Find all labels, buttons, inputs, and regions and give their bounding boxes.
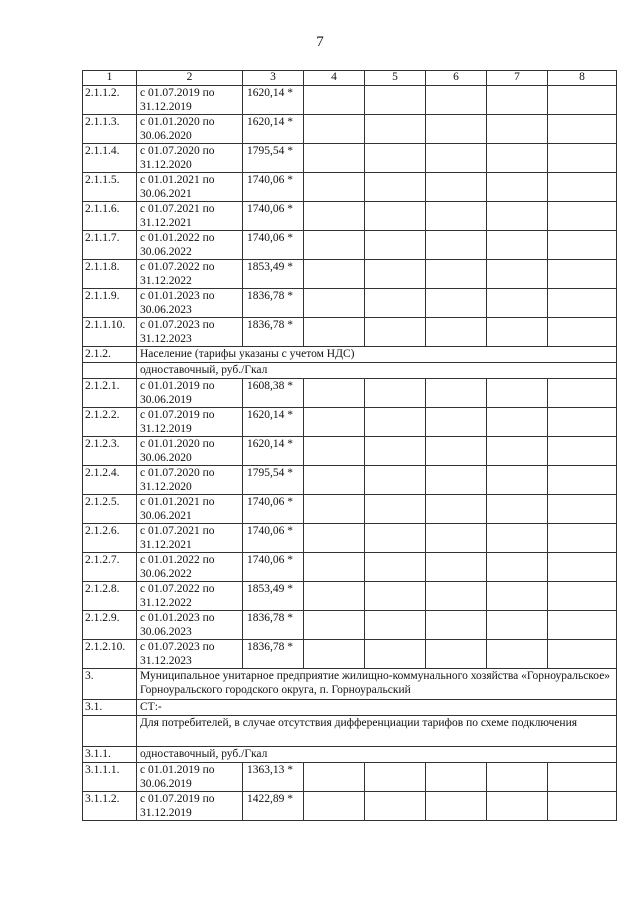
period-to: 31.12.2021 [140, 217, 192, 229]
row-code: 2.1.2.5. [83, 495, 137, 524]
empty-cell [548, 408, 617, 437]
empty-cell [487, 524, 548, 553]
empty-cell [304, 318, 365, 347]
empty-cell [304, 86, 365, 115]
period-to: 31.12.2021 [140, 539, 192, 551]
table-row [83, 437, 617, 466]
empty-cell [365, 86, 426, 115]
section-text: одноставочный, руб./Гкал [137, 363, 617, 379]
tariff-value: 1620,14 * [243, 437, 304, 466]
tariff-value: 1740,06 * [243, 524, 304, 553]
empty-cell [548, 379, 617, 408]
empty-cell [426, 289, 487, 318]
row-code: 2.1.2.10. [83, 640, 137, 669]
row-code: 3.1. [83, 700, 137, 716]
period-cell [137, 640, 243, 669]
empty-cell [548, 318, 617, 347]
row-code: 2.1.2.4. [83, 466, 137, 495]
table-row [83, 318, 617, 347]
row-code: 2.1.2.9. [83, 611, 137, 640]
period-to: 30.06.2023 [140, 626, 192, 638]
empty-cell [365, 495, 426, 524]
section-row [83, 747, 617, 763]
page-number: 7 [316, 34, 324, 50]
empty-cell [548, 611, 617, 640]
tariff-value: 1422,89 * [243, 792, 304, 821]
empty-cell [548, 202, 617, 231]
column-header: 4 [304, 71, 365, 86]
tariff-value: 1740,06 * [243, 495, 304, 524]
empty-cell [548, 260, 617, 289]
empty-cell [426, 582, 487, 611]
empty-cell [365, 379, 426, 408]
empty-cell [365, 289, 426, 318]
empty-cell [365, 115, 426, 144]
row-code: 2.1.1.6. [83, 202, 137, 231]
section-row [83, 347, 617, 363]
period-to: 30.06.2019 [140, 778, 192, 790]
empty-cell [426, 202, 487, 231]
period-cell [137, 202, 243, 231]
row-code: 2.1.2.2. [83, 408, 137, 437]
row-code: 2.1.2.6. [83, 524, 137, 553]
column-header: 3 [243, 71, 304, 86]
tariff-value: 1836,78 * [243, 318, 304, 347]
period-cell [137, 173, 243, 202]
empty-cell [365, 408, 426, 437]
tariff-value: 1363,13 * [243, 763, 304, 792]
period-cell [137, 582, 243, 611]
table-row [83, 231, 617, 260]
empty-cell [548, 466, 617, 495]
empty-cell [426, 792, 487, 821]
period-to: 31.12.2023 [140, 655, 192, 667]
empty-cell [426, 231, 487, 260]
empty-cell [548, 289, 617, 318]
row-code: 3.1.1. [83, 747, 137, 763]
table-row [83, 408, 617, 437]
empty-cell [304, 408, 365, 437]
tariff-value: 1853,49 * [243, 582, 304, 611]
empty-cell [426, 115, 487, 144]
empty-cell [548, 115, 617, 144]
table-row [83, 144, 617, 173]
empty-cell [487, 763, 548, 792]
table-body [83, 71, 617, 821]
empty-cell [426, 640, 487, 669]
period-from: с 01.01.2023 по [140, 290, 215, 302]
empty-cell [304, 611, 365, 640]
period-from: с 01.07.2020 по [140, 145, 215, 157]
empty-cell [365, 437, 426, 466]
empty-cell [487, 408, 548, 437]
period-from: с 01.07.2021 по [140, 525, 215, 537]
period-cell [137, 231, 243, 260]
column-header-row [83, 71, 617, 86]
period-cell [137, 318, 243, 347]
tariff-value: 1740,06 * [243, 202, 304, 231]
empty-cell [365, 173, 426, 202]
empty-cell [548, 763, 617, 792]
period-cell [137, 408, 243, 437]
row-code: 2.1.1.7. [83, 231, 137, 260]
row-code: 2.1.2.8. [83, 582, 137, 611]
table-row [83, 582, 617, 611]
tariff-value: 1740,06 * [243, 553, 304, 582]
section-text: Муниципальное унитарное предприятие жилищно-коммунального хозяйства «Горноуральское» Горноуральского городского округа, п. Горноуральский [137, 669, 617, 700]
empty-cell [365, 231, 426, 260]
empty-cell [487, 202, 548, 231]
period-from: с 01.07.2023 по [140, 641, 215, 653]
tariff-value: 1836,78 * [243, 289, 304, 318]
empty-cell [304, 582, 365, 611]
empty-cell [365, 763, 426, 792]
empty-cell [426, 86, 487, 115]
period-to: 31.12.2020 [140, 159, 192, 171]
empty-cell [548, 582, 617, 611]
period-to: 30.06.2022 [140, 568, 192, 580]
empty-cell [426, 466, 487, 495]
empty-cell [426, 553, 487, 582]
row-code: 3.1.1.1. [83, 763, 137, 792]
empty-cell [487, 289, 548, 318]
table-row [83, 379, 617, 408]
section-text: Для потребителей, в случае отсутствия дифференциации тарифов по схеме подключения [137, 716, 617, 747]
tariff-value: 1836,78 * [243, 640, 304, 669]
table-row [83, 173, 617, 202]
period-cell [137, 466, 243, 495]
row-code [83, 716, 137, 747]
period-to: 30.06.2020 [140, 130, 192, 142]
period-to: 30.06.2022 [140, 246, 192, 258]
empty-cell [548, 86, 617, 115]
empty-cell [365, 318, 426, 347]
table-row [83, 260, 617, 289]
row-code: 3.1.1.2. [83, 792, 137, 821]
empty-cell [365, 553, 426, 582]
row-code: 2.1.1.4. [83, 144, 137, 173]
table-row [83, 611, 617, 640]
section-row [83, 700, 617, 716]
period-from: с 01.01.2022 по [140, 232, 215, 244]
empty-cell [487, 318, 548, 347]
empty-cell [426, 379, 487, 408]
period-from: с 01.07.2021 по [140, 203, 215, 215]
empty-cell [426, 173, 487, 202]
empty-cell [487, 640, 548, 669]
empty-cell [304, 289, 365, 318]
table-row [83, 495, 617, 524]
empty-cell [365, 144, 426, 173]
period-from: с 01.01.2021 по [140, 174, 215, 186]
empty-cell [548, 231, 617, 260]
period-cell [137, 792, 243, 821]
period-cell [137, 289, 243, 318]
row-code: 2.1.2. [83, 347, 137, 363]
empty-cell [304, 173, 365, 202]
empty-cell [487, 495, 548, 524]
empty-cell [304, 260, 365, 289]
empty-cell [365, 640, 426, 669]
section-row [83, 716, 617, 747]
period-to: 31.12.2019 [140, 101, 192, 113]
period-from: с 01.07.2019 по [140, 87, 215, 99]
empty-cell [487, 582, 548, 611]
empty-cell [487, 379, 548, 408]
column-header: 7 [487, 71, 548, 86]
row-code: 2.1.1.2. [83, 86, 137, 115]
period-to: 30.06.2019 [140, 394, 192, 406]
empty-cell [304, 553, 365, 582]
row-code: 2.1.1.3. [83, 115, 137, 144]
period-to: 30.06.2020 [140, 452, 192, 464]
period-to: 31.12.2022 [140, 275, 192, 287]
table-row [83, 640, 617, 669]
table-row [83, 792, 617, 821]
section-text: одноставочный, руб./Гкал [137, 747, 617, 763]
row-code: 2.1.1.10. [83, 318, 137, 347]
period-to: 31.12.2022 [140, 597, 192, 609]
period-from: с 01.01.2019 по [140, 380, 215, 392]
table-row [83, 115, 617, 144]
column-header: 1 [83, 71, 137, 86]
period-to: 30.06.2023 [140, 304, 192, 316]
period-from: с 01.01.2019 по [140, 764, 215, 776]
column-header: 2 [137, 71, 243, 86]
empty-cell [365, 524, 426, 553]
empty-cell [304, 640, 365, 669]
empty-cell [548, 524, 617, 553]
period-to: 31.12.2020 [140, 481, 192, 493]
period-cell [137, 437, 243, 466]
empty-cell [365, 466, 426, 495]
period-from: с 01.01.2021 по [140, 496, 215, 508]
period-cell [137, 144, 243, 173]
row-code: 2.1.2.3. [83, 437, 137, 466]
empty-cell [548, 640, 617, 669]
column-header: 8 [548, 71, 617, 86]
empty-cell [304, 495, 365, 524]
empty-cell [426, 763, 487, 792]
period-cell [137, 379, 243, 408]
table-row [83, 763, 617, 792]
section-row [83, 669, 617, 700]
empty-cell [487, 173, 548, 202]
period-from: с 01.07.2020 по [140, 467, 215, 479]
period-from: с 01.07.2022 по [140, 261, 215, 273]
empty-cell [304, 115, 365, 144]
row-code: 2.1.2.1. [83, 379, 137, 408]
empty-cell [426, 495, 487, 524]
section-row [83, 363, 617, 379]
tariff-value: 1740,06 * [243, 231, 304, 260]
empty-cell [365, 260, 426, 289]
period-from: с 01.07.2023 по [140, 319, 215, 331]
table-row [83, 289, 617, 318]
empty-cell [548, 144, 617, 173]
tariff-value: 1620,14 * [243, 115, 304, 144]
period-cell [137, 495, 243, 524]
column-header: 6 [426, 71, 487, 86]
empty-cell [487, 466, 548, 495]
empty-cell [487, 231, 548, 260]
period-to: 30.06.2021 [140, 510, 192, 522]
period-cell [137, 115, 243, 144]
period-from: с 01.01.2022 по [140, 554, 215, 566]
period-to: 31.12.2019 [140, 423, 192, 435]
empty-cell [426, 318, 487, 347]
table-row [83, 86, 617, 115]
tariff-table [82, 70, 617, 821]
empty-cell [487, 611, 548, 640]
period-from: с 01.01.2023 по [140, 612, 215, 624]
empty-cell [487, 792, 548, 821]
empty-cell [304, 437, 365, 466]
tariff-value: 1836,78 * [243, 611, 304, 640]
tariff-value: 1608,38 * [243, 379, 304, 408]
table-row [83, 553, 617, 582]
empty-cell [426, 144, 487, 173]
empty-cell [426, 408, 487, 437]
empty-cell [548, 792, 617, 821]
empty-cell [304, 792, 365, 821]
empty-cell [304, 524, 365, 553]
empty-cell [487, 260, 548, 289]
period-cell [137, 763, 243, 792]
period-from: с 01.07.2022 по [140, 583, 215, 595]
section-text: Население (тарифы указаны с учетом НДС) [137, 347, 617, 363]
row-code: 2.1.1.9. [83, 289, 137, 318]
empty-cell [365, 202, 426, 231]
period-to: 31.12.2019 [140, 807, 192, 819]
table-row [83, 466, 617, 495]
empty-cell [548, 437, 617, 466]
period-cell [137, 611, 243, 640]
empty-cell [426, 260, 487, 289]
tariff-value: 1853,49 * [243, 260, 304, 289]
row-code: 2.1.1.5. [83, 173, 137, 202]
empty-cell [487, 115, 548, 144]
tariff-value: 1620,14 * [243, 408, 304, 437]
empty-cell [304, 202, 365, 231]
empty-cell [487, 86, 548, 115]
row-code: 2.1.2.7. [83, 553, 137, 582]
empty-cell [304, 763, 365, 792]
period-to: 31.12.2023 [140, 333, 192, 345]
empty-cell [487, 144, 548, 173]
empty-cell [487, 553, 548, 582]
table-row [83, 524, 617, 553]
table-row [83, 202, 617, 231]
row-code: 3. [83, 669, 137, 700]
period-to: 30.06.2021 [140, 188, 192, 200]
row-code: 2.1.1.8. [83, 260, 137, 289]
empty-cell [304, 379, 365, 408]
empty-cell [365, 611, 426, 640]
period-cell [137, 260, 243, 289]
empty-cell [548, 173, 617, 202]
period-from: с 01.07.2019 по [140, 409, 215, 421]
empty-cell [548, 553, 617, 582]
column-header: 5 [365, 71, 426, 86]
empty-cell [548, 495, 617, 524]
empty-cell [304, 466, 365, 495]
tariff-value: 1620,14 * [243, 86, 304, 115]
empty-cell [426, 611, 487, 640]
period-cell [137, 524, 243, 553]
section-text: СТ:- [137, 700, 617, 716]
period-cell [137, 86, 243, 115]
tariff-value: 1795,54 * [243, 466, 304, 495]
empty-cell [304, 144, 365, 173]
tariff-value: 1740,06 * [243, 173, 304, 202]
period-cell [137, 553, 243, 582]
period-from: с 01.07.2019 по [140, 793, 215, 805]
empty-cell [426, 437, 487, 466]
empty-cell [304, 231, 365, 260]
empty-cell [487, 437, 548, 466]
row-code [83, 363, 137, 379]
tariff-value: 1795,54 * [243, 144, 304, 173]
empty-cell [365, 582, 426, 611]
period-from: с 01.01.2020 по [140, 438, 215, 450]
empty-cell [365, 792, 426, 821]
period-from: с 01.01.2020 по [140, 116, 215, 128]
empty-cell [426, 524, 487, 553]
